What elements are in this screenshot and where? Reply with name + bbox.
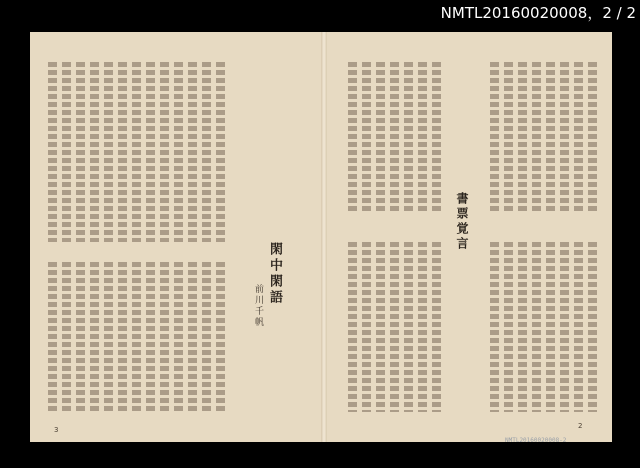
text-column (546, 62, 555, 212)
section-title: 閑中閑語 (267, 242, 282, 306)
text-column (188, 62, 197, 242)
text-column (202, 62, 211, 242)
text-column (188, 262, 197, 412)
text-column (376, 62, 385, 212)
text-column (132, 262, 141, 412)
text-column (348, 62, 357, 212)
text-column (588, 62, 597, 212)
text-column (518, 242, 527, 412)
text-column (48, 62, 57, 242)
text-column (104, 262, 113, 412)
text-column (404, 242, 413, 412)
text-column (90, 262, 99, 412)
text-column (216, 62, 225, 242)
text-column (160, 62, 169, 242)
text-column (560, 62, 569, 212)
text-column (104, 62, 113, 242)
text-column (132, 62, 141, 242)
text-column (118, 62, 127, 242)
text-column (532, 242, 541, 412)
text-column (504, 242, 513, 412)
text-column (532, 62, 541, 212)
text-column (574, 62, 583, 212)
header-caption: NMTL20160020008，2 / 2 (440, 4, 636, 22)
text-column (160, 262, 169, 412)
text-column (362, 62, 371, 212)
text-column (490, 62, 499, 212)
text-column (560, 242, 569, 412)
text-column (546, 242, 555, 412)
document-spread (30, 32, 612, 442)
text-column (432, 242, 441, 412)
text-column (48, 262, 57, 412)
page-number: 2 (578, 422, 583, 430)
text-column (216, 262, 225, 412)
text-column (418, 62, 427, 212)
text-column (76, 62, 85, 242)
text-column (376, 242, 385, 412)
text-column (202, 262, 211, 412)
text-column (518, 62, 527, 212)
text-column (118, 262, 127, 412)
text-column (588, 242, 597, 412)
text-column (76, 262, 85, 412)
text-column (90, 62, 99, 242)
text-column (348, 242, 357, 412)
text-column (390, 62, 399, 212)
text-column (362, 242, 371, 412)
text-column (490, 242, 499, 412)
text-column (146, 62, 155, 242)
text-column (390, 242, 399, 412)
text-column (62, 62, 71, 242)
text-column (174, 262, 183, 412)
text-column (174, 62, 183, 242)
page-number: 3 (54, 426, 59, 434)
text-column (432, 62, 441, 212)
text-column (404, 62, 413, 212)
section-author: 前川千帆 (253, 284, 263, 328)
text-column (504, 62, 513, 212)
text-column (418, 242, 427, 412)
text-column (146, 262, 155, 412)
text-column (62, 262, 71, 412)
section-title: 書票覚言 (455, 192, 469, 252)
archive-stamp: NMTL20160020008-2 (505, 437, 567, 444)
text-column (574, 242, 583, 412)
page-fold (321, 32, 327, 442)
